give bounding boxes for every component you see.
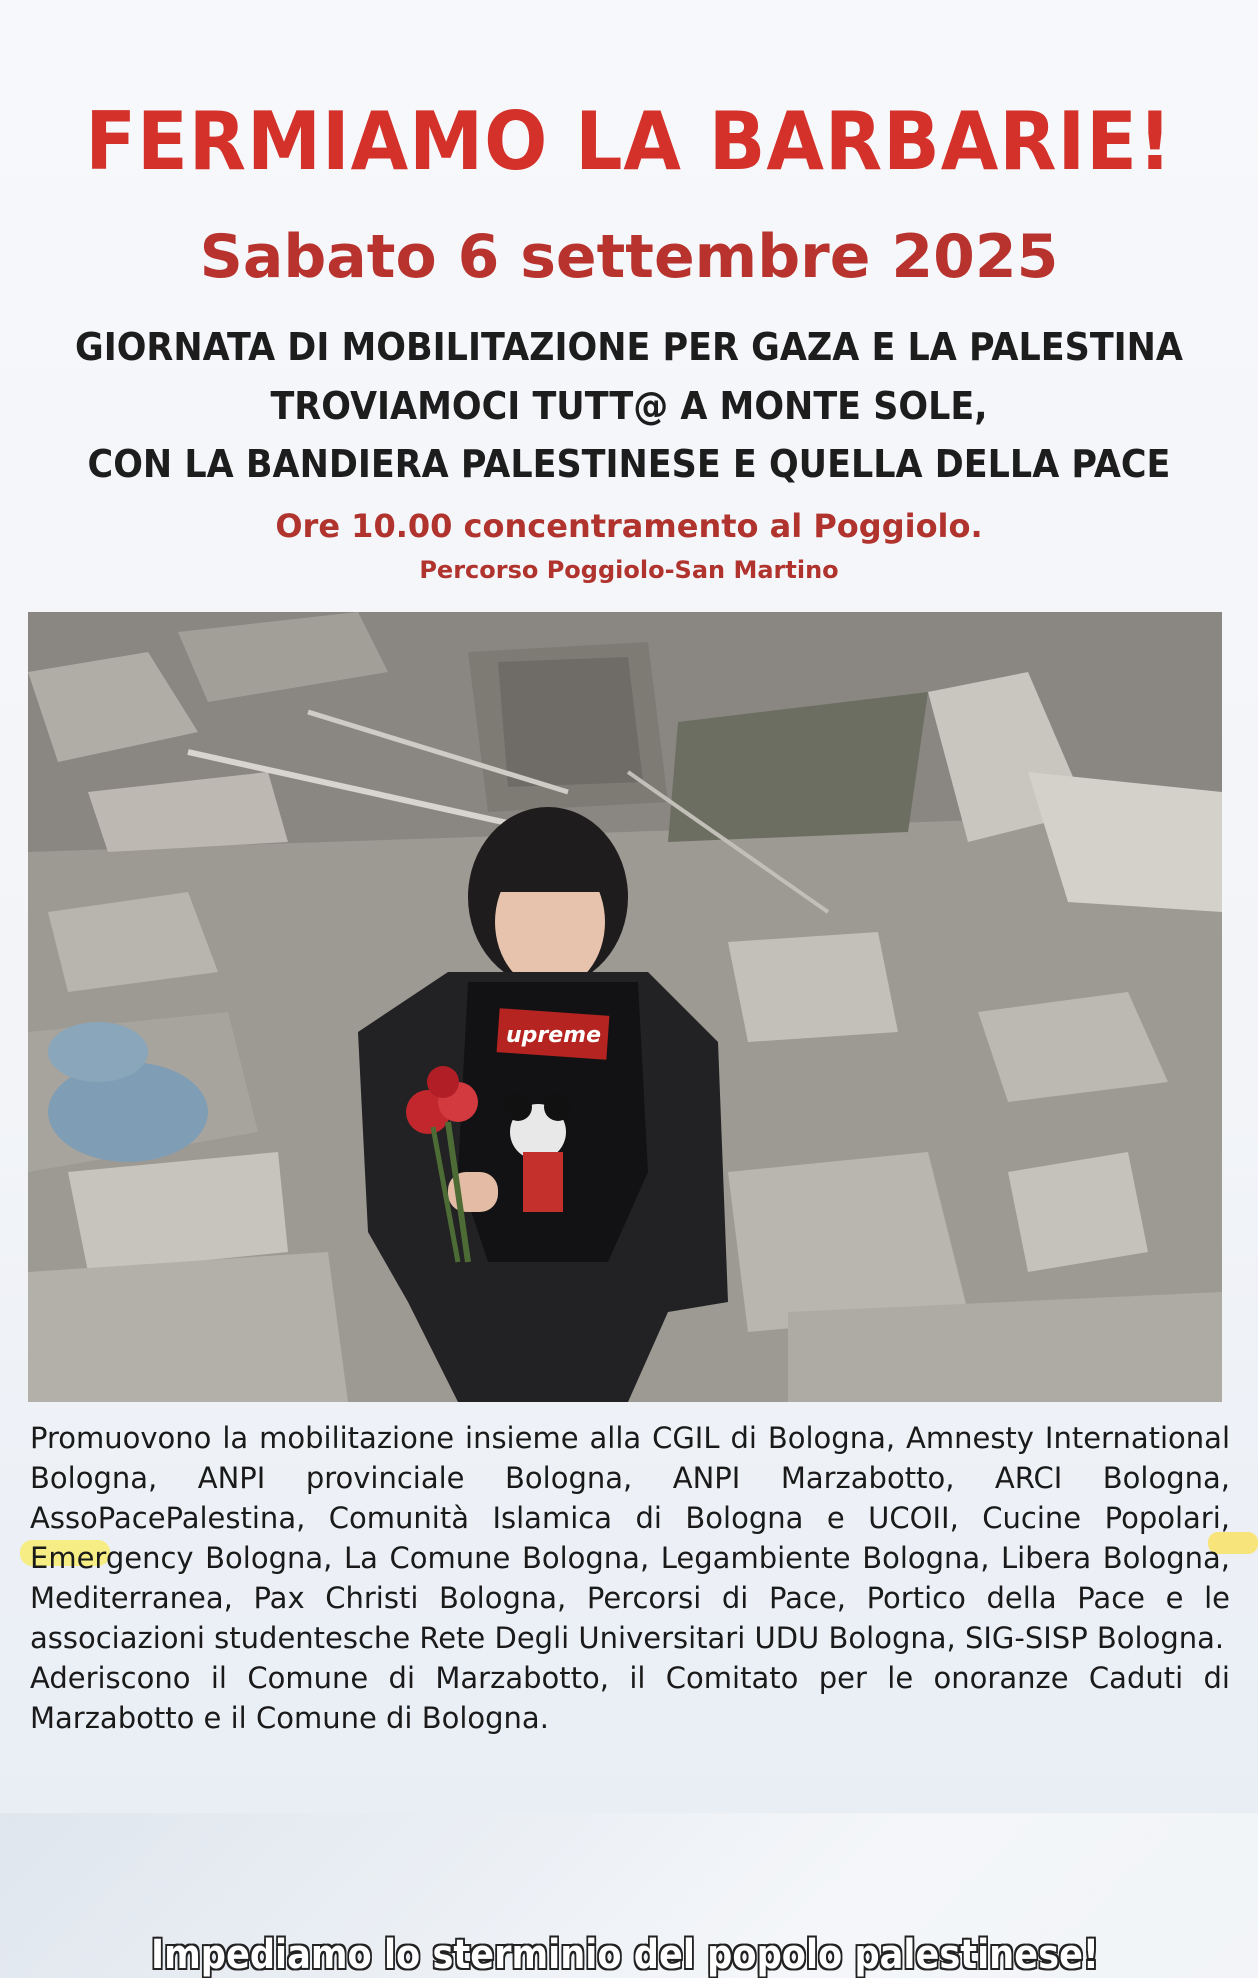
poster-title: FERMIAMO LA BARBARIE!: [85, 95, 1173, 188]
photo-caption: Impediamo lo sterminio del popolo palestinese!: [150, 1932, 1099, 1978]
shirt-text: upreme: [506, 1023, 602, 1048]
headline-line-3: CON LA BANDIERA PALESTINESE E QUELLA DELLA PACE: [87, 442, 1171, 486]
meeting-time: Ore 10.00 concentramento al Poggiolo.: [275, 507, 983, 545]
headline-line-2: TROVIAMOCI TUTT@ A MONTE SOLE,: [270, 384, 988, 428]
rubble-illustration: [28, 612, 1222, 1402]
event-date: Sabato 6 settembre 2025: [199, 222, 1059, 292]
organizers-text: [30, 1418, 1230, 1738]
route-info: Percorso Poggiolo-San Martino: [419, 556, 839, 584]
headline-line-1: GIORNATA DI MOBILITAZIONE PER GAZA E LA PALESTINA: [75, 325, 1183, 369]
promoters-paragraph: Promuovono la mobilitazione insieme alla CGIL di Bologna, Amnesty International Bologna, ANPI provinciale Bologna, ANPI Marzabotto, ARCI Bologna, AssoPacePalestina, Comunità Islamica di Bologna e UCOII, Cucine Popolari, Emergency Bologna, La Comune Bologna, Legambiente Bologna, Libera Bologna, Mediterranea, Pax Christi Bologna, Percorsi di Pace, Portico della Pace e le associazioni studentesche Rete Degli Universitari UDU Bologna, SIG-SISP Bologna.: [30, 1421, 1230, 1655]
adherents-paragraph: Aderiscono il Comune di Marzabotto, il Comitato per le onoranze Caduti di Marzabotto e il Comune di Bologna.: [30, 1661, 1230, 1735]
